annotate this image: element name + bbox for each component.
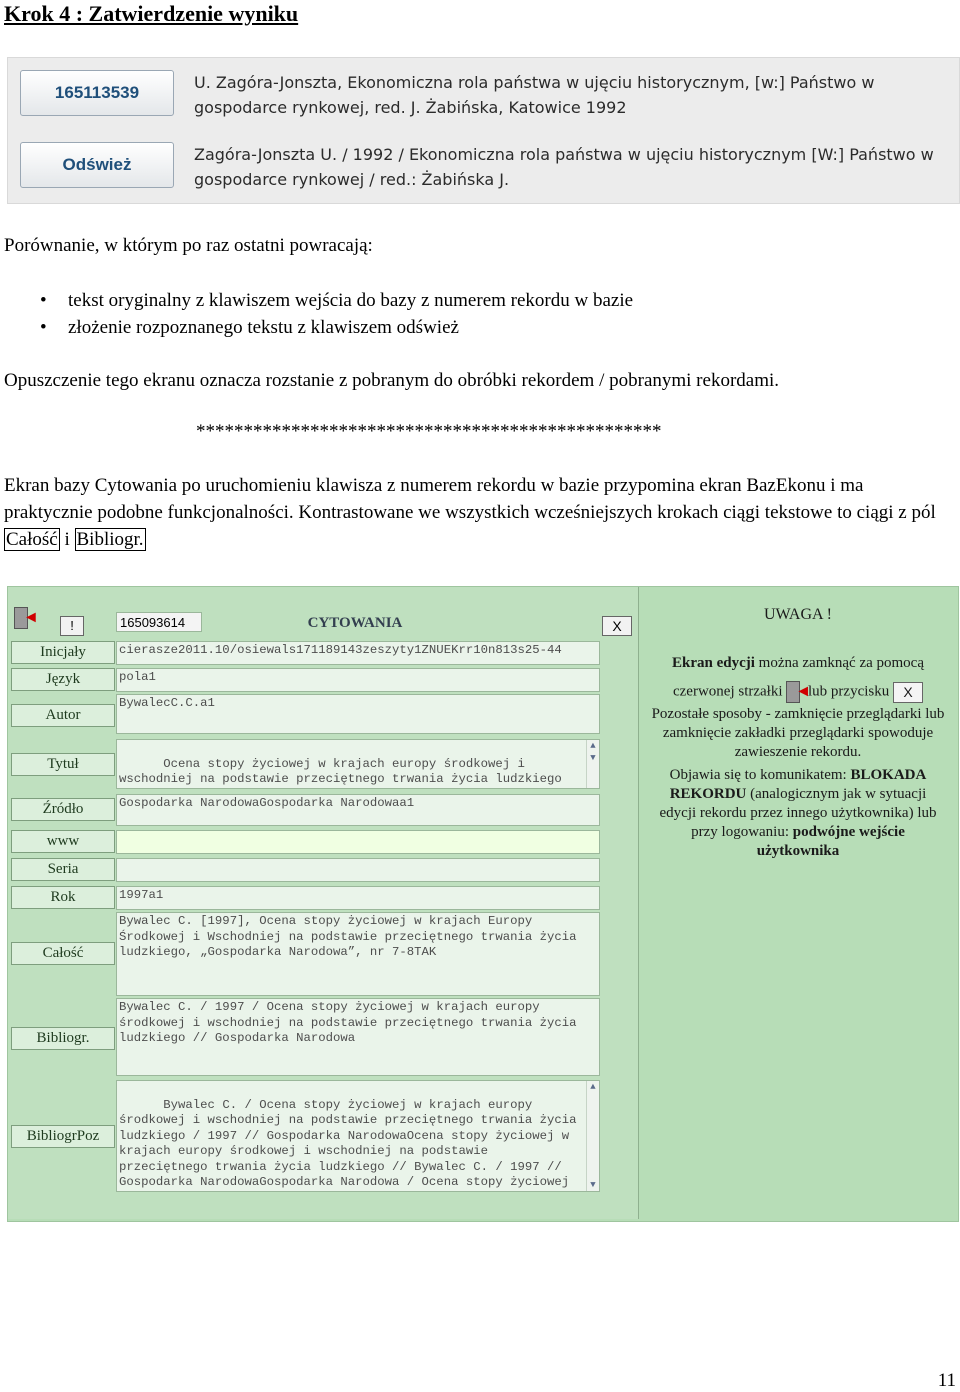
scroll-up-icon[interactable]: ▲ [590,1082,596,1092]
assembled-text: Zagóra-Jonszta U. / 1992 / Ekonomiczna rola państwa w ujęciu historycznym [W:] Państwo w gospodarce rynkowej / red.: Żabińska J. [194,145,934,189]
cytowania-form [8,587,639,1219]
tytul-scrollbar[interactable] [586,740,599,788]
page-heading: Krok 4 : Zatwierdzenie wyniku [4,1,299,26]
field-bibliogr[interactable]: Bywalec C. / 1997 / Ocena stopy życiowej w krajach europy środkowej i wschodniej na podstawie przeciętnego trwania życia ludzkiego // Gospodarka Narodowa [116,998,600,1076]
form-title: CYTOWANIA [307,615,403,631]
warning-title: UWAGA ! [764,606,832,623]
field-name-bibliogr: Bibliogr. [76,529,144,550]
exit-door-icon[interactable]: ◄ [14,607,32,629]
warning-line1 [640,654,956,673]
warning-body1: Pozostałe sposoby - zamknięcie przeglądarki lub zamknięcie zakładki przeglądarki spowoduje zawieszenie rekordu. [651,706,945,760]
refresh-button[interactable]: Odśwież [20,142,174,188]
bullet-text: złożenie rozpoznanego tekstu z klawiszem odśwież [68,317,459,338]
label-calosc[interactable]: Całość [11,942,115,965]
warning-panel [640,587,956,861]
scroll-down-icon[interactable]: ▼ [590,753,596,763]
bullet-item: • złożenie rozpoznanego tekstu z klawiszem odśwież [40,317,459,338]
close-button[interactable]: X [602,616,632,636]
warning-text: lub przycisku [808,683,890,700]
field-www[interactable] [116,830,600,854]
record-number-button[interactable]: 165113539 [20,70,174,116]
field-jezyk[interactable]: pola1 [116,668,600,692]
exclamation-button[interactable]: ! [60,616,84,636]
field-name-calosc: Całość [6,529,58,550]
warning-line2 [640,681,956,703]
paragraph-description [4,472,956,553]
paragraph-comparison: Porównanie, w którym po raz ostatni powracają: [4,235,373,256]
warning-text: Objawia się to komunikatem: [669,767,851,783]
paragraph-leaving: Opuszczenie tego ekranu oznacza rozstanie z pobranym do obróbki rekordem / pobranymi rekordami. [4,370,780,391]
description-text: Ekran bazy Cytowania po uruchomieniu klawisza z numerem rekordu w bazie przypomina ekran BazEkonu i ma praktycznie podobne funkcjonalności. Kontrastowane we wszystkich wcześniejszych krokach ciągi tekstowe to ciągi z pól [4,475,936,523]
label-jezyk[interactable]: Język [11,668,115,691]
record-number-field[interactable]: 165093614 [116,612,202,632]
cytowania-screenshot [7,586,959,1222]
warning-text: czerwonej strzałki [672,683,783,700]
warning-bold: BLOKADA REKORDU [669,767,927,802]
bullet-item: • tekst oryginalny z klawiszem wejścia do bazy z numerem rekordu w bazie [40,290,634,311]
scroll-up-icon[interactable]: ▲ [590,741,596,751]
label-inicjaly[interactable]: Inicjały [11,641,115,664]
label-bibliogr[interactable]: Bibliogr. [11,1027,115,1050]
label-rok[interactable]: Rok [11,886,115,909]
field-bibliogrpoz[interactable] [116,1080,600,1192]
original-text: U. Zagóra-Jonszta, Ekonomiczna rola państwa w ujęciu historycznym, [w:] Państwo w gospodarce rynkowej, red. J. Żabińska, Katowice 1992 [194,73,875,117]
warning-text: (analogicznym jak w sytuacji edycji rekordu przez innego użytkownika) lub przy logowaniu: [659,786,937,840]
warning-body2 [640,766,956,861]
label-seria[interactable]: Seria [11,858,115,881]
field-zrodlo[interactable]: Gospodarka NarodowaGospodarka Narodowaa1 [116,794,600,826]
label-zrodlo[interactable]: Źródło [11,798,115,821]
label-bibliogrpoz[interactable]: BibliogrPoz [11,1125,115,1148]
page-number: 11 [937,1370,956,1391]
description-conjunction: i [59,529,75,550]
label-autor[interactable]: Autor [11,704,115,727]
field-autor[interactable]: BywalecC.C.a1 [116,694,600,734]
field-rok[interactable]: 1997a1 [116,886,600,910]
field-inicjaly[interactable]: cierasze2011.10/osiewals171189143zeszyty1ZNUEKrr10n813s25-44 [116,641,600,665]
field-tytul[interactable] [116,739,600,789]
bibliogrpoz-scrollbar[interactable] [586,1081,599,1191]
field-tytul-text: Ocena stopy życiowej w krajach europy środkowej i wschodniej na podstawie przeciętnego trwania życia ludzkiego [119,756,562,786]
warning-bold: Ekran edycji [671,655,755,671]
comparison-screenshot [7,57,960,204]
exit-door-icon: ◄ [786,681,804,703]
warning-text: można zamknąć za pomocą [754,655,924,671]
label-tytul[interactable]: Tytuł [11,753,115,776]
stars-divider: ************************************************* [196,421,662,442]
field-seria[interactable] [116,858,600,882]
bullet-text: tekst oryginalny z klawiszem wejścia do bazy z numerem rekordu w bazie [68,290,634,311]
label-www[interactable]: www [11,830,115,853]
field-bibliogrpoz-text: Bywalec C. / Ocena stopy życiowej w krajach europy środkowej i wschodniej na podstawie przeciętnego trwania życia ludzkiego / 1997 // Gospodarka NarodowaOcena stopy życiowej w krajach europy środkowej i wschodniej na podstawie przeciętnego trwania życia ludzkiego // Bywalec C. / 1997 // Gospodarka NarodowaGospodarka Narodowa / Ocena stopy życiowej [119,1097,577,1189]
warning-bold: podwójne wejście użytkownika [756,824,905,859]
field-calosc[interactable]: Bywalec C. [1997], Ocena stopy życiowej w krajach Europy Środkowej i Wschodniej na podstawie przeciętnego trwania życia ludzkiego, „Gospodarka Narodowa”, nr 7-8TAK [116,912,600,996]
scroll-down-icon[interactable]: ▼ [590,1180,596,1190]
close-button-sample: X [893,682,923,703]
